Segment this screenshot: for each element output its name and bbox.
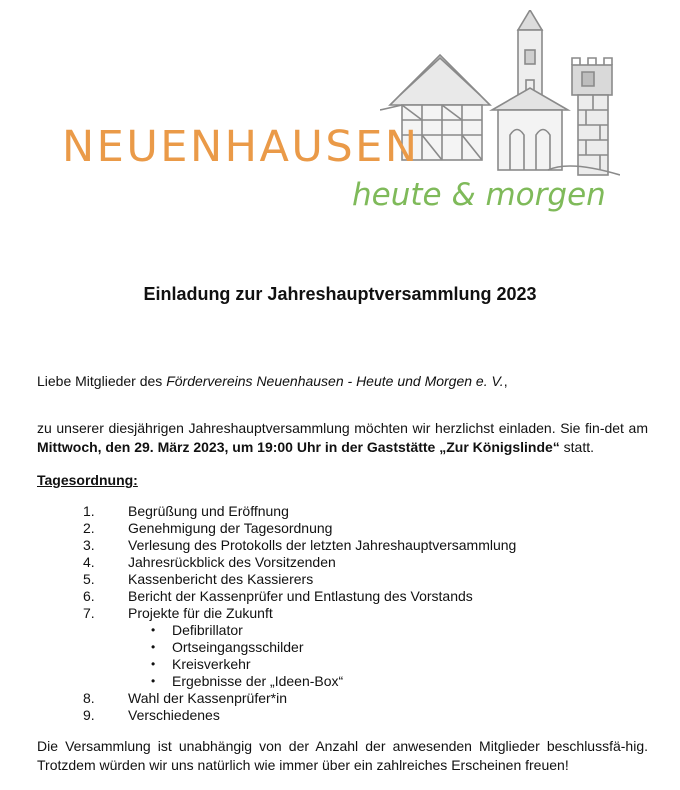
agenda-number: 5.	[83, 571, 95, 587]
subitem-text: Ortseingangsschilder	[172, 639, 304, 655]
agenda-text: Begrüßung und Eröffnung	[128, 503, 289, 519]
intro-end: statt.	[559, 439, 595, 455]
agenda-number: 7.	[83, 605, 95, 621]
logo-wordmark: NEUENHAUSEN	[62, 122, 420, 172]
subitem-text: Ergebnisse der „Ideen-Box“	[172, 673, 344, 689]
agenda-text: Kassenbericht des Kassierers	[128, 571, 314, 587]
agenda-text: Bericht der Kassenprüfer und Entlastung des Vorstands	[128, 588, 473, 604]
bullet-icon: •	[151, 657, 156, 671]
bullet-icon: •	[151, 640, 156, 654]
agenda-text: Verschiedenes	[128, 707, 220, 723]
intro-paragraph	[37, 419, 648, 457]
agenda-number: 4.	[83, 554, 95, 570]
agenda-text: Genehmigung der Tagesordnung	[128, 520, 333, 536]
agenda-number: 3.	[83, 537, 95, 553]
bullet-icon: •	[151, 623, 156, 637]
agenda-number: 2.	[83, 520, 95, 536]
agenda-number: 8.	[83, 690, 95, 706]
logo-tagline: heute & morgen	[352, 177, 606, 213]
agenda-number: 6.	[83, 588, 95, 604]
agenda-text: Projekte für die Zukunft	[128, 605, 273, 621]
bullet-icon: •	[151, 674, 156, 688]
agenda-text: Jahresrückblick des Vorsitzenden	[128, 554, 336, 570]
greeting	[37, 372, 648, 391]
logo	[0, 0, 680, 230]
association-name: Fördervereins Neuenhausen - Heute und Morgen e. V.	[166, 373, 504, 389]
greeting-prefix: Liebe Mitglieder des	[37, 373, 167, 389]
subitem-text: Kreisverkehr	[172, 656, 251, 672]
intro-text: zu unserer diesjährigen Jahreshauptversammlung möchten wir herzlichst einladen. Sie fin-det am	[37, 420, 648, 436]
agenda-number: 1.	[83, 503, 95, 519]
greeting-suffix: ,	[503, 373, 508, 389]
agenda-text: Wahl der Kassenprüfer*in	[128, 690, 288, 706]
agenda-text: Verlesung des Protokolls der letzten Jahreshauptversammlung	[128, 537, 517, 553]
page-title: Einladung zur Jahreshauptversammlung 2023	[143, 284, 537, 304]
subitem-text: Defibrillator	[172, 622, 243, 638]
meeting-details: Mittwoch, den 29. März 2023, um 19:00 Uhr in der Gaststätte „Zur Königslinde“	[37, 439, 560, 455]
agenda-heading: Tagesordnung:	[37, 472, 138, 488]
closing-paragraph: Die Versammlung ist unabhängig von der Anzahl der anwesenden Mitglieder beschlussfä-hig. Trotzdem würden wir uns natürlich wie immer über ein zahlreiches Erscheinen freuen!	[37, 738, 648, 773]
agenda-number: 9.	[83, 707, 95, 723]
